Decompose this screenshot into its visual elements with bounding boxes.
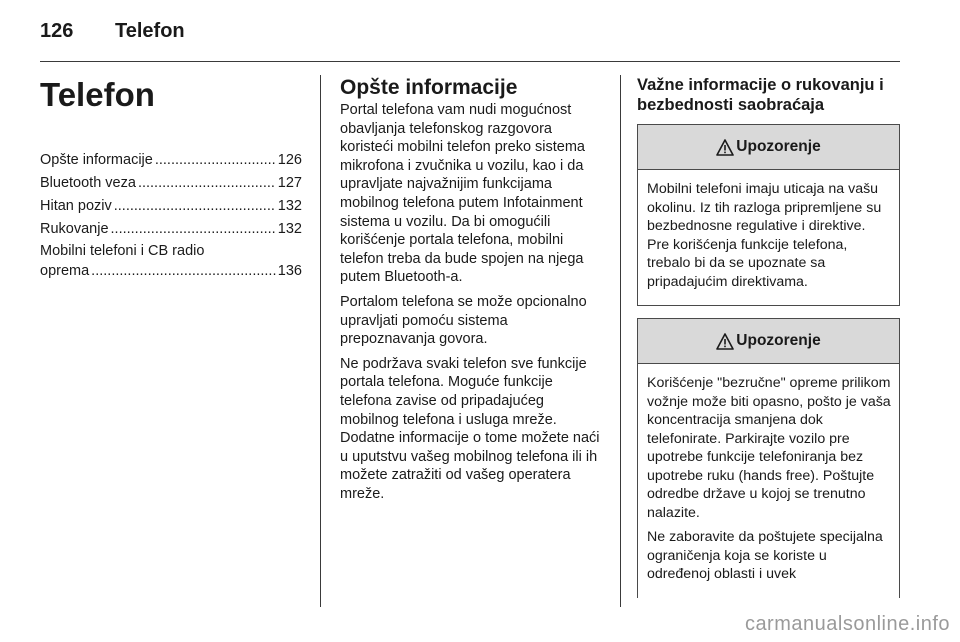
toc-page: 136 [277,263,302,279]
warning-box [637,124,900,306]
toc-label: Hitan poziv [40,198,112,214]
toc-entry[interactable] [40,149,302,172]
warning-body [638,170,899,305]
toc-entry[interactable] [40,195,302,218]
subsection-title: Važne informacije o rukovanju i bezbednosti saobraćaja [637,76,884,114]
toc-entry[interactable] [40,218,302,241]
toc-page: 132 [277,198,302,214]
toc-label: Opšte informacije [40,152,153,168]
warning-triangle-icon [716,139,734,156]
toc-label: oprema [40,263,90,279]
warning-triangle-icon [716,333,734,350]
warning-header [638,319,899,364]
toc-label: Mobilni telefoni i CB radio [40,243,205,259]
warning-text: Ne zaboravite da poštujete specijalna ograničenja koja se koriste u određenoj oblasti i uvek [647,529,883,582]
toc-label: Bluetooth veza [40,175,136,191]
page-number: 126 [40,20,74,42]
warning-text: Korišćenje "bezručne" opreme prilikom vožnje može biti opasno, pošto je vaša koncentracija smanjena dok telefonirate. Parkirajte vozilo pre upotrebe funkcije telefoniranja bez upotrebe ruku (hands free). Poštujte odredbe države u kojoj se trenutno nalazite. [647,375,891,521]
body-paragraph: Portalom telefona se može opcionalno upravljati pomoću sistema prepoznavanja govora. [340,293,587,348]
column-divider-1 [320,75,321,607]
toc-entry[interactable] [40,172,302,195]
toc-page: 132 [277,221,302,237]
section-title: Opšte informacije [340,76,518,99]
column-divider-2 [620,75,621,607]
warning-header [638,125,899,170]
table-of-contents [40,149,302,281]
toc-page: 127 [277,175,302,191]
warning-heading: Upozorenje [736,138,821,155]
toc-leader [155,149,276,172]
watermark: carmanualsonline.info [744,613,950,635]
chapter-title: Telefon [40,76,155,113]
running-header-title: Telefon [115,20,185,42]
toc-leader [111,218,276,241]
general-info-column [340,75,605,607]
warning-text: Mobilni telefoni imaju uticaja na vašu okolinu. Iz tih razloga pripremljene su bezbednosne regulative i direktive. Pre korišćenja funkcije telefona, trebalo bi da se upoznate sa pripadajućim direktivama. [647,181,882,290]
toc-page: 126 [277,152,302,168]
toc-leader [138,172,276,195]
toc-leader [114,195,276,218]
warning-heading: Upozorenje [736,332,821,349]
body-paragraph: Ne podržava svaki telefon sve funkcije portala telefona. Moguće funkcije telefona zavise od pripadajućeg mobilnog telefona i usluga mreže. Dodatne informacije o tome možete naći u uputstvu vašeg mobilnog telefona ili ih možete zatražiti od vašeg operatera mreže. [340,355,600,502]
chapter-toc-column [40,75,302,607]
warning-box [637,318,900,598]
warning-body [638,364,899,598]
toc-leader [91,262,276,281]
body-paragraph: Portal telefona vam nudi mogućnost obavljanja telefonskog razgovora koristeći mobilni telefon preko sistema mikrofona i zvučnika u vozilu, kao i da upravljate najvažnijim funkcijama mobilnog telefona putem Infotainment sistema u vozilu. Da bi omogućili korišćenje portala telefona, mobilni telefon treba da bude spojen na njega putem Bluetooth-a. [340,102,585,286]
toc-label: Rukovanje [40,221,109,237]
toc-entry[interactable] [40,241,302,281]
safety-column [637,75,900,607]
header-rule [40,61,900,62]
